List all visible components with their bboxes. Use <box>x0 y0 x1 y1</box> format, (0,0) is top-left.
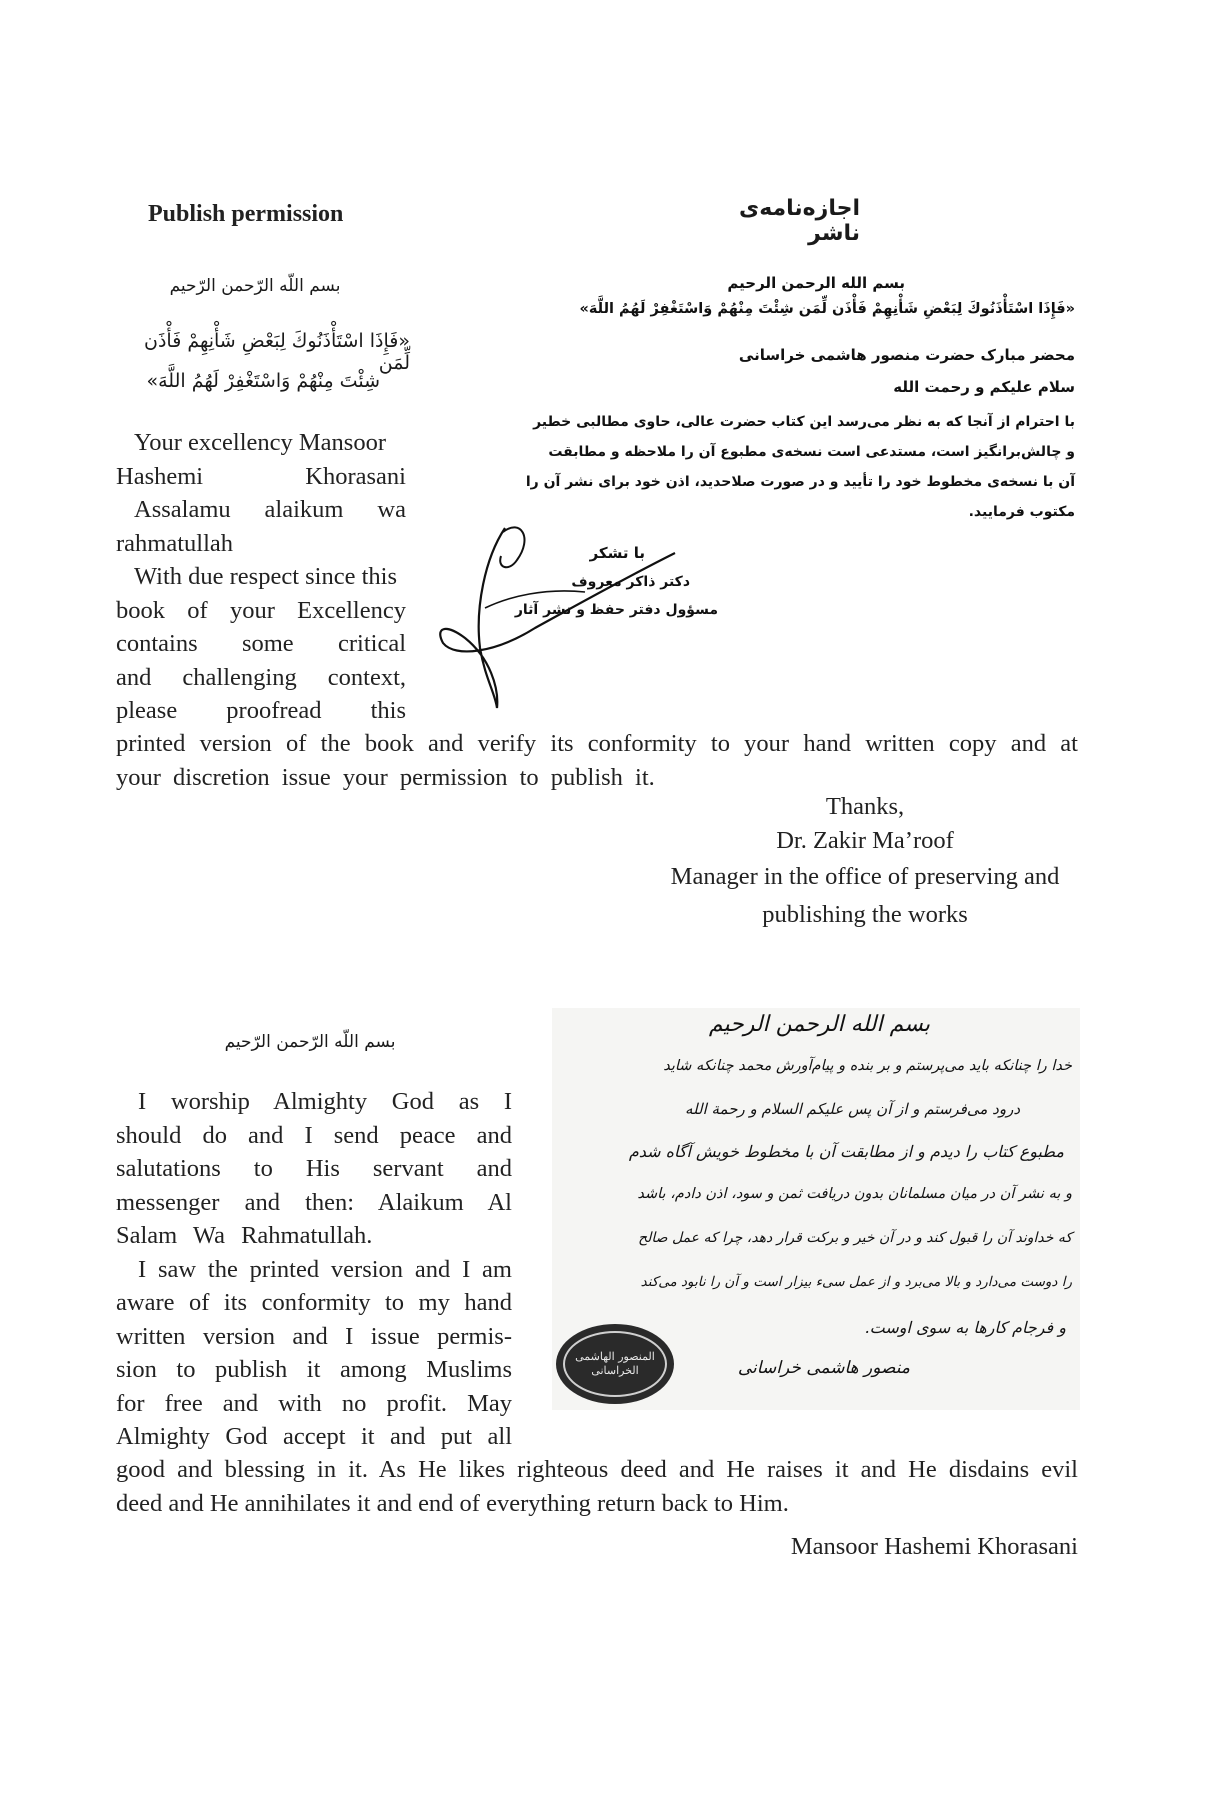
persian-letter-scan <box>455 268 1075 708</box>
reply-full-line: deed and He annihilates it and end of everything return back to Him. <box>116 1489 789 1517</box>
persian-line: بسم الله الرحمن الرحیم <box>727 274 905 292</box>
seal-inscription: المنصور الهاشمی الخراسانی <box>563 1331 667 1397</box>
reply-column <box>116 1085 512 1454</box>
reply-basmala: بسم اللّه الرّحمن الرّحیم <box>224 1032 396 1052</box>
letter-title: Publish permission <box>148 201 344 227</box>
reply-line: sion to publish it among Muslims <box>116 1356 512 1383</box>
reply-line: salutations to His servant and <box>116 1155 512 1182</box>
handwritten-line: درود می‌فرستم و از آن پس علیکم السلام و رحمة الله <box>684 1100 1020 1118</box>
col-line: Assalamu alaikum wa <box>134 496 406 523</box>
persian-line: سلام علیکم و رحمت الله <box>893 378 1075 396</box>
col-line: Your excellency Mansoor <box>134 429 386 456</box>
reply-full-lines <box>116 1453 1078 1520</box>
col-line: and challenging context, <box>116 663 406 691</box>
reply-line: I saw the printed version and I am <box>138 1255 512 1283</box>
seal-stamp <box>556 1324 674 1404</box>
handwritten-line: که خداوند آن را قبول کند و در آن خیر و برکت قرار دهد، چرا که عمل صالح <box>638 1230 1072 1246</box>
english-letter-full-lines <box>116 727 1078 794</box>
reply-line: Almighty God accept it and put all <box>116 1423 512 1450</box>
reply-full-line: good and blessing in it. As He likes righteous deed and He raises it and He disdains evil <box>116 1456 1078 1483</box>
persian-sign-line: دکتر ذاکر معروف <box>571 574 690 590</box>
persian-line: و چالش‌برانگیز است، مستدعی است نسخه‌ی مطبوع آن را ملاحظه و مطابقت <box>548 444 1075 460</box>
persian-letter-title: اجازه‌نامه‌ی ناشر <box>739 196 860 246</box>
handwritten-line: بسم الله الرحمن الرحیم <box>708 1012 930 1037</box>
persian-sign-line: با تشکر <box>589 544 645 562</box>
closing-position: publishing the works <box>762 901 968 928</box>
basmala-arabic: بسم اللّه الرّحمن الرّحیم <box>169 276 341 296</box>
closing-name: Dr. Zakir Ma’roof <box>776 827 954 854</box>
handwritten-line: را دوست می‌دارد و بالا می‌برد و از عمل سیء بیزار است و آن را نابود می‌کند <box>640 1274 1072 1290</box>
col-line: With due respect since this <box>134 563 397 590</box>
reply-line: written version and I issue permis- <box>116 1322 512 1350</box>
persian-line: «فَإِذَا اسْتَأْذَنُوكَ لِبَعْضِ شَأْنِهِمْ فَأْذَن لِّمَن شِئْتَ مِنْهُمْ وَاسْتَغْفِرْ لَهُمُ اللَّهَ» <box>579 301 1075 317</box>
full-line: printed version of the book and verify its conformity to your hand written copy and at <box>116 730 1078 757</box>
persian-line: با احترام از آنجا که به نظر می‌رسد این کتاب حضرت عالی، حاوی مطالبی خطیر <box>533 414 1075 430</box>
closing-thanks: Thanks, <box>825 793 905 820</box>
col-line: contains some critical <box>116 630 406 657</box>
verse-line-2: شِئْتَ مِنْهُمْ وَاسْتَغْفِرْ لَهُمُ اللَّهَ» <box>146 370 380 392</box>
reply-signature: Mansoor Hashemi Khorasani <box>790 1533 1078 1560</box>
closing-position: Manager in the office of preserving and <box>670 863 1060 890</box>
handwritten-reply-scan <box>552 1008 1080 1410</box>
reply-line: messenger and then: Alaikum Al <box>116 1188 512 1216</box>
reply-line: Salam Wa Rahmatullah. <box>116 1222 373 1249</box>
handwritten-line: و به نشر آن در میان مسلمانان بدون دریافت ثمن و سود، اذن دادم، باشد <box>637 1186 1072 1202</box>
col-line: Hashemi Khorasani <box>116 462 406 490</box>
persian-line: آن با نسخه‌ی مخطوط خود را تأیید و در صورت صلاحدید، اذن خود برای نشر آن را <box>525 474 1075 490</box>
reply-line: aware of its conformity to my hand <box>116 1289 512 1316</box>
col-line: book of your Excellency <box>116 596 406 624</box>
reply-line: should do and I send peace and <box>116 1121 512 1149</box>
reply-line: for free and with no profit. May <box>116 1389 512 1417</box>
handwritten-line: مطبوع کتاب را دیدم و از مطابقت آن با مخطوط خویش آگاه شدم <box>628 1142 1064 1161</box>
handwritten-line: منصور هاشمی خراسانی <box>737 1358 910 1378</box>
verse-line-1: «فَإِذَا اسْتَأْذَنُوكَ لِبَعْضِ شَأْنِهِمْ فَأْذَن لِّمَن <box>144 330 410 374</box>
handwritten-line: خدا را چنانکه باید می‌پرستم و بر بنده و پیام‌آورش محمد چنانکه شاید <box>663 1058 1072 1074</box>
letter-closing <box>640 790 1090 934</box>
col-line: please proofread this <box>116 697 406 724</box>
full-line: your discretion issue your permission to publish it. <box>116 763 655 791</box>
col-line: rahmatullah <box>116 529 234 557</box>
handwritten-line: و فرجام کارها به سوی اوست. <box>864 1318 1066 1337</box>
persian-sign-line: مسؤول دفتر حفظ و نشر آثار <box>514 602 718 618</box>
persian-line: محضر مبارک حضرت منصور هاشمی خراسانی <box>738 346 1075 364</box>
reply-line: I worship Almighty God as I <box>138 1088 512 1115</box>
english-letter-column <box>116 426 406 728</box>
handwritten-signature <box>425 518 685 718</box>
persian-line: مکتوب فرمایید. <box>968 504 1075 520</box>
